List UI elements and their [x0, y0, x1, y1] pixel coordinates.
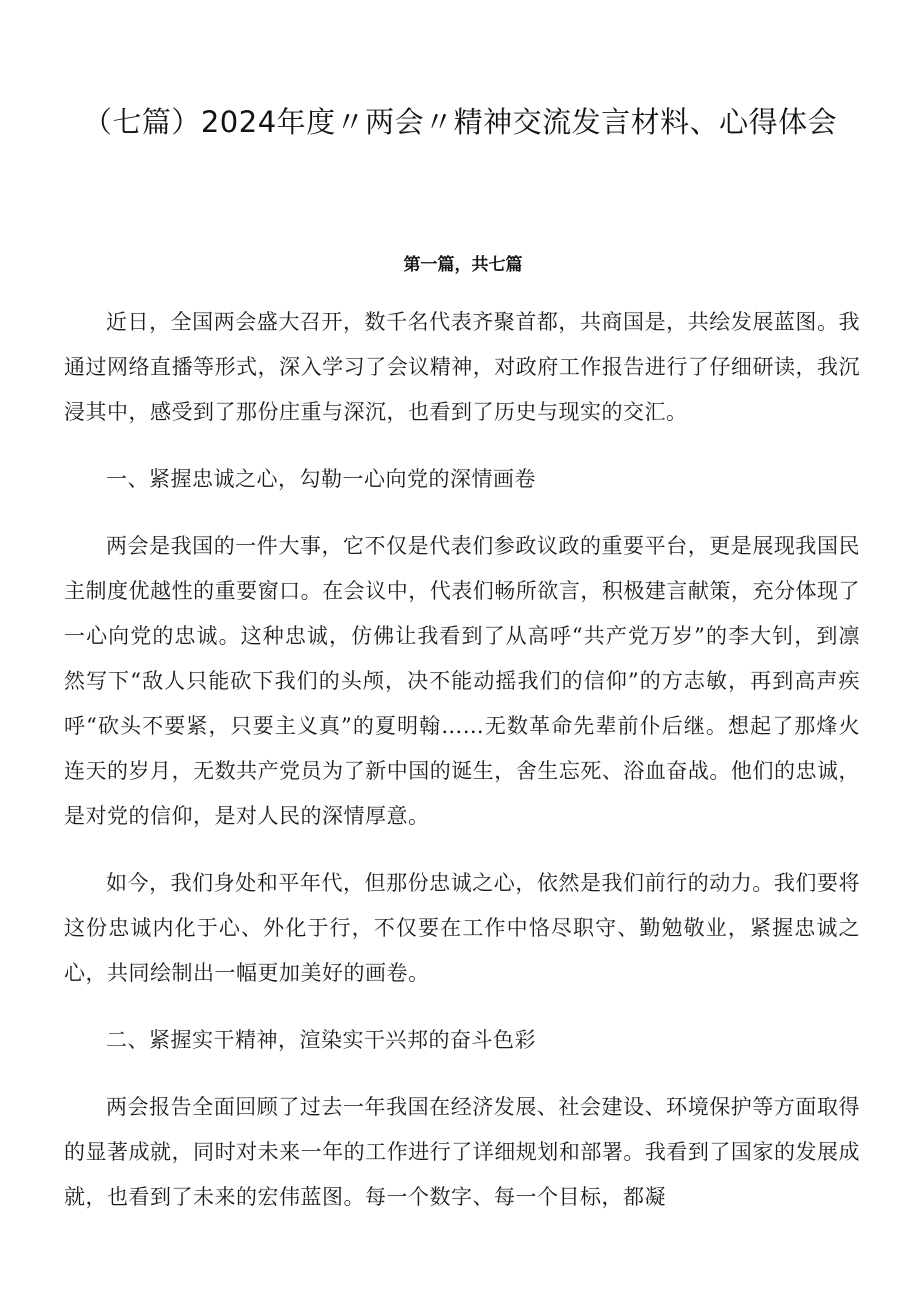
paragraph-loyalty: 两会是我国的一件大事，它不仅是代表们参政议政的重要平台，更是展现我国民主制度优越性的重要窗口。在会议中，代表们畅所欲言，积极建言献策，充分体现了一心向党的忠诚。这种忠诚，仿佛让我看到了从高呼“共产党万岁”的李大钊，到凛然写下“敌人只能砍下我们的头颅，决不能动摇我们的信仰”的方志敏，再到高声疾呼“砍头不要紧，只要主义真”的夏明翰……无数革命先辈前仆后继。想起了那烽火连天的岁月，无数共产党员为了新中国的诞生，舍生忘死、浴血奋战。他们的忠诚，是对党的信仰，是对人民的深情厚意。: [64, 534, 860, 828]
section-label: 第一篇，共七篇: [403, 255, 523, 275]
heading-one: 一、紧握忠诚之心，勾勒一心向党的深情画卷: [106, 467, 536, 491]
heading-two: 二、紧握实干精神，渲染实干兴邦的奋斗色彩: [106, 1028, 536, 1052]
paragraph-report: 两会报告全面回顾了过去一年我国在经济发展、社会建设、环境保护等方面取得的显著成就，同时对未来一年的工作进行了详细规划和部署。我看到了国家的发展成就，也看到了未来的宏伟蓝图。每一个数字、每一个目标，都凝: [64, 1095, 860, 1209]
document-title: （七篇）2024年度〃两会〃精神交流发言材料、心得体会: [82, 105, 838, 139]
paragraph-peace-era: 如今，我们身处和平年代，但那份忠诚之心，依然是我们前行的动力。我们要将这份忠诚内化于心、外化于行，不仅要在工作中恪尽职守、勤勉敬业，紧握忠诚之心，共同绘制出一幅更加美好的画卷。: [64, 871, 860, 985]
document-body: [64, 300, 860, 1242]
paragraph-intro: 近日，全国两会盛大召开，数千名代表齐聚首都，共商国是，共绘发展蓝图。我通过网络直播等形式，深入学习了会议精神，对政府工作报告进行了仔细研读，我沉浸其中，感受到了那份庄重与深沉，也看到了历史与现实的交汇。: [64, 310, 860, 424]
